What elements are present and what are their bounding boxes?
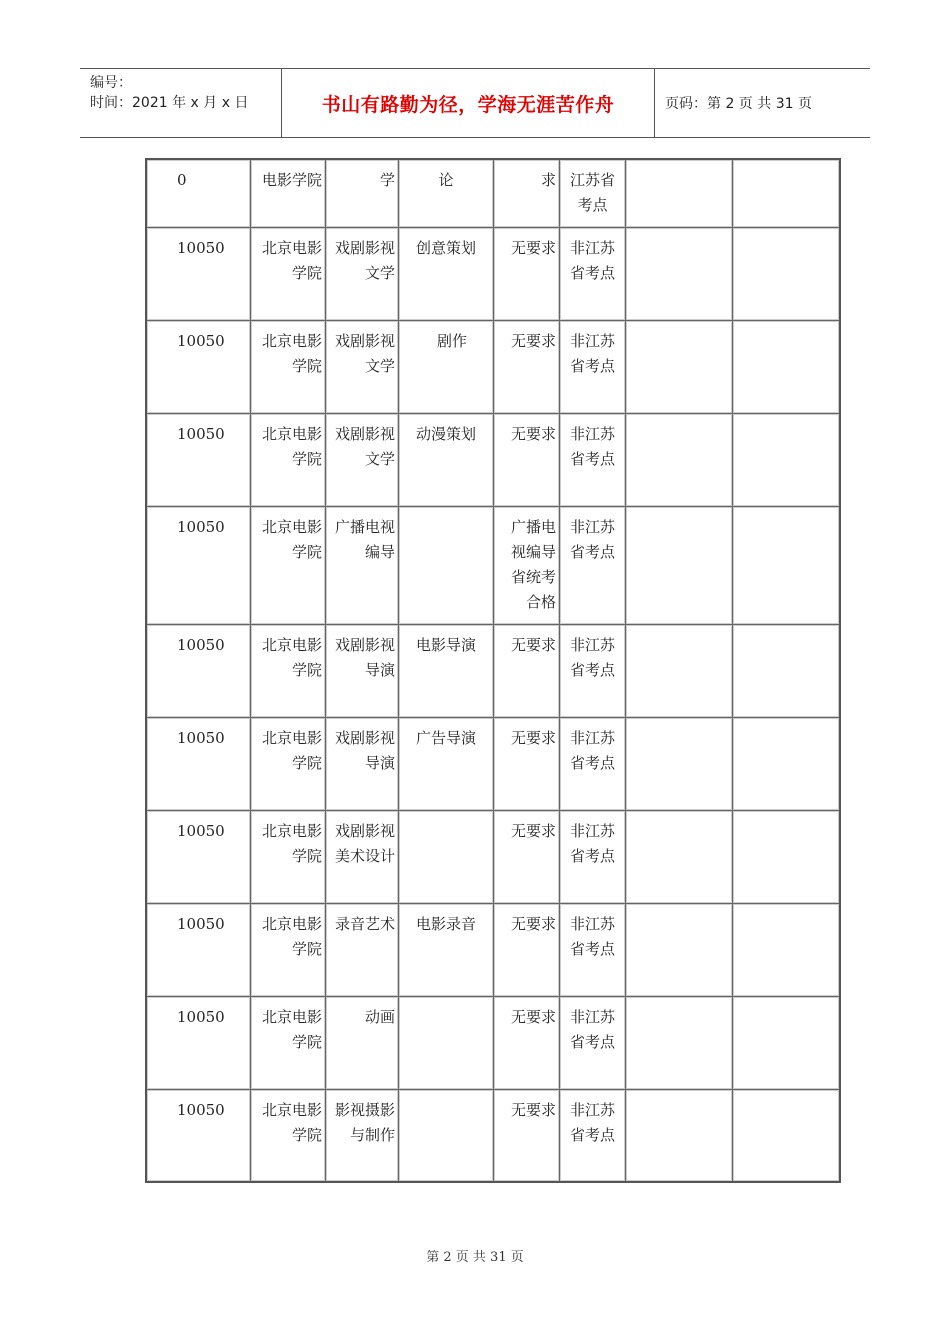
cell-requirement: 无要求 bbox=[494, 996, 560, 1089]
cell-code: 10050 bbox=[146, 624, 251, 717]
cell-direction: 广告导演 bbox=[399, 717, 494, 810]
table-row bbox=[146, 413, 840, 506]
cell-code: 10050 bbox=[146, 810, 251, 903]
cell-blank bbox=[626, 717, 733, 810]
cell-blank bbox=[733, 996, 840, 1089]
cell-school: 北京电影学院 bbox=[251, 320, 326, 413]
header-meta bbox=[90, 73, 248, 113]
cell-code: 10050 bbox=[146, 996, 251, 1089]
cell-blank bbox=[626, 320, 733, 413]
cell-venue: 非江苏省考点 bbox=[560, 717, 626, 810]
cell-school: 北京电影学院 bbox=[251, 624, 326, 717]
admissions-table bbox=[145, 158, 841, 1183]
cell-requirement: 无要求 bbox=[494, 624, 560, 717]
cell-code: 10050 bbox=[146, 227, 251, 320]
table-row bbox=[146, 996, 840, 1089]
cell-direction bbox=[399, 996, 494, 1089]
cell-blank bbox=[626, 413, 733, 506]
cell-direction: 电影录音 bbox=[399, 903, 494, 996]
cell-direction: 剧作 bbox=[399, 320, 494, 413]
cell-major: 学 bbox=[326, 159, 399, 227]
cell-venue: 非江苏省考点 bbox=[560, 810, 626, 903]
table-row bbox=[146, 624, 840, 717]
header-divider bbox=[654, 69, 655, 137]
cell-major: 戏剧影视文学 bbox=[326, 227, 399, 320]
cell-major: 戏剧影视美术设计 bbox=[326, 810, 399, 903]
cell-school: 北京电影学院 bbox=[251, 413, 326, 506]
cell-code: 10050 bbox=[146, 903, 251, 996]
table-row bbox=[146, 159, 840, 227]
cell-code: 0 bbox=[146, 159, 251, 227]
cell-venue: 非江苏省考点 bbox=[560, 624, 626, 717]
table-row bbox=[146, 320, 840, 413]
cell-direction bbox=[399, 810, 494, 903]
cell-code: 10050 bbox=[146, 413, 251, 506]
cell-blank bbox=[626, 996, 733, 1089]
cell-blank bbox=[626, 1089, 733, 1182]
cell-direction bbox=[399, 1089, 494, 1182]
cell-direction: 论 bbox=[399, 159, 494, 227]
cell-code: 10050 bbox=[146, 506, 251, 624]
cell-requirement: 无要求 bbox=[494, 810, 560, 903]
cell-major: 动画 bbox=[326, 996, 399, 1089]
cell-major: 戏剧影视导演 bbox=[326, 624, 399, 717]
cell-direction: 动漫策划 bbox=[399, 413, 494, 506]
cell-school: 北京电影学院 bbox=[251, 1089, 326, 1182]
cell-blank bbox=[626, 903, 733, 996]
cell-requirement: 无要求 bbox=[494, 903, 560, 996]
cell-school: 北京电影学院 bbox=[251, 810, 326, 903]
cell-venue: 非江苏省考点 bbox=[560, 903, 626, 996]
cell-blank bbox=[733, 1089, 840, 1182]
cell-blank bbox=[733, 624, 840, 717]
number-label: 编号： bbox=[90, 75, 132, 91]
table-row bbox=[146, 810, 840, 903]
cell-venue: 非江苏省考点 bbox=[560, 1089, 626, 1182]
cell-blank bbox=[733, 320, 840, 413]
cell-blank bbox=[626, 810, 733, 903]
cell-major: 录音艺术 bbox=[326, 903, 399, 996]
cell-major: 戏剧影视文学 bbox=[326, 413, 399, 506]
cell-major: 戏剧影视文学 bbox=[326, 320, 399, 413]
cell-school: 北京电影学院 bbox=[251, 717, 326, 810]
cell-blank bbox=[733, 810, 840, 903]
cell-blank bbox=[733, 159, 840, 227]
page-footer: 第 2 页 共 31 页 bbox=[426, 1250, 524, 1265]
cell-code: 10050 bbox=[146, 320, 251, 413]
cell-direction: 电影导演 bbox=[399, 624, 494, 717]
header-page-info: 页码：第 2 页 共 31 页 bbox=[665, 96, 812, 112]
cell-requirement: 无要求 bbox=[494, 1089, 560, 1182]
cell-blank bbox=[733, 413, 840, 506]
header-motto: 书山有路勤为径，学海无涯苦作舟 bbox=[321, 93, 615, 116]
cell-requirement: 无要求 bbox=[494, 717, 560, 810]
cell-venue: 非江苏省考点 bbox=[560, 413, 626, 506]
cell-venue: 江苏省考点 bbox=[560, 159, 626, 227]
cell-requirement: 无要求 bbox=[494, 320, 560, 413]
cell-major: 影视摄影与制作 bbox=[326, 1089, 399, 1182]
cell-venue: 非江苏省考点 bbox=[560, 320, 626, 413]
cell-school: 北京电影学院 bbox=[251, 903, 326, 996]
cell-blank bbox=[733, 506, 840, 624]
table-row bbox=[146, 227, 840, 320]
cell-code: 10050 bbox=[146, 1089, 251, 1182]
cell-direction: 创意策划 bbox=[399, 227, 494, 320]
cell-requirement: 无要求 bbox=[494, 413, 560, 506]
cell-school: 电影学院 bbox=[251, 159, 326, 227]
table-row bbox=[146, 717, 840, 810]
date-label: 时间：2021 年 x 月 x 日 bbox=[90, 95, 249, 111]
cell-requirement: 无要求 bbox=[494, 227, 560, 320]
cell-venue: 非江苏省考点 bbox=[560, 227, 626, 320]
cell-blank bbox=[626, 506, 733, 624]
cell-code: 10050 bbox=[146, 717, 251, 810]
cell-major: 戏剧影视导演 bbox=[326, 717, 399, 810]
cell-venue: 非江苏省考点 bbox=[560, 506, 626, 624]
table-row bbox=[146, 903, 840, 996]
cell-venue: 非江苏省考点 bbox=[560, 996, 626, 1089]
cell-requirement: 求 bbox=[494, 159, 560, 227]
cell-blank bbox=[626, 227, 733, 320]
table-row bbox=[146, 1089, 840, 1182]
table-row bbox=[146, 506, 840, 624]
cell-blank bbox=[733, 227, 840, 320]
cell-major: 广播电视编导 bbox=[326, 506, 399, 624]
cell-school: 北京电影学院 bbox=[251, 996, 326, 1089]
cell-requirement: 广播电视编导省统考合格 bbox=[494, 506, 560, 624]
cell-blank bbox=[733, 717, 840, 810]
cell-blank bbox=[733, 903, 840, 996]
cell-school: 北京电影学院 bbox=[251, 227, 326, 320]
page-header bbox=[80, 68, 870, 138]
cell-blank bbox=[626, 624, 733, 717]
cell-blank bbox=[626, 159, 733, 227]
cell-direction bbox=[399, 506, 494, 624]
cell-school: 北京电影学院 bbox=[251, 506, 326, 624]
